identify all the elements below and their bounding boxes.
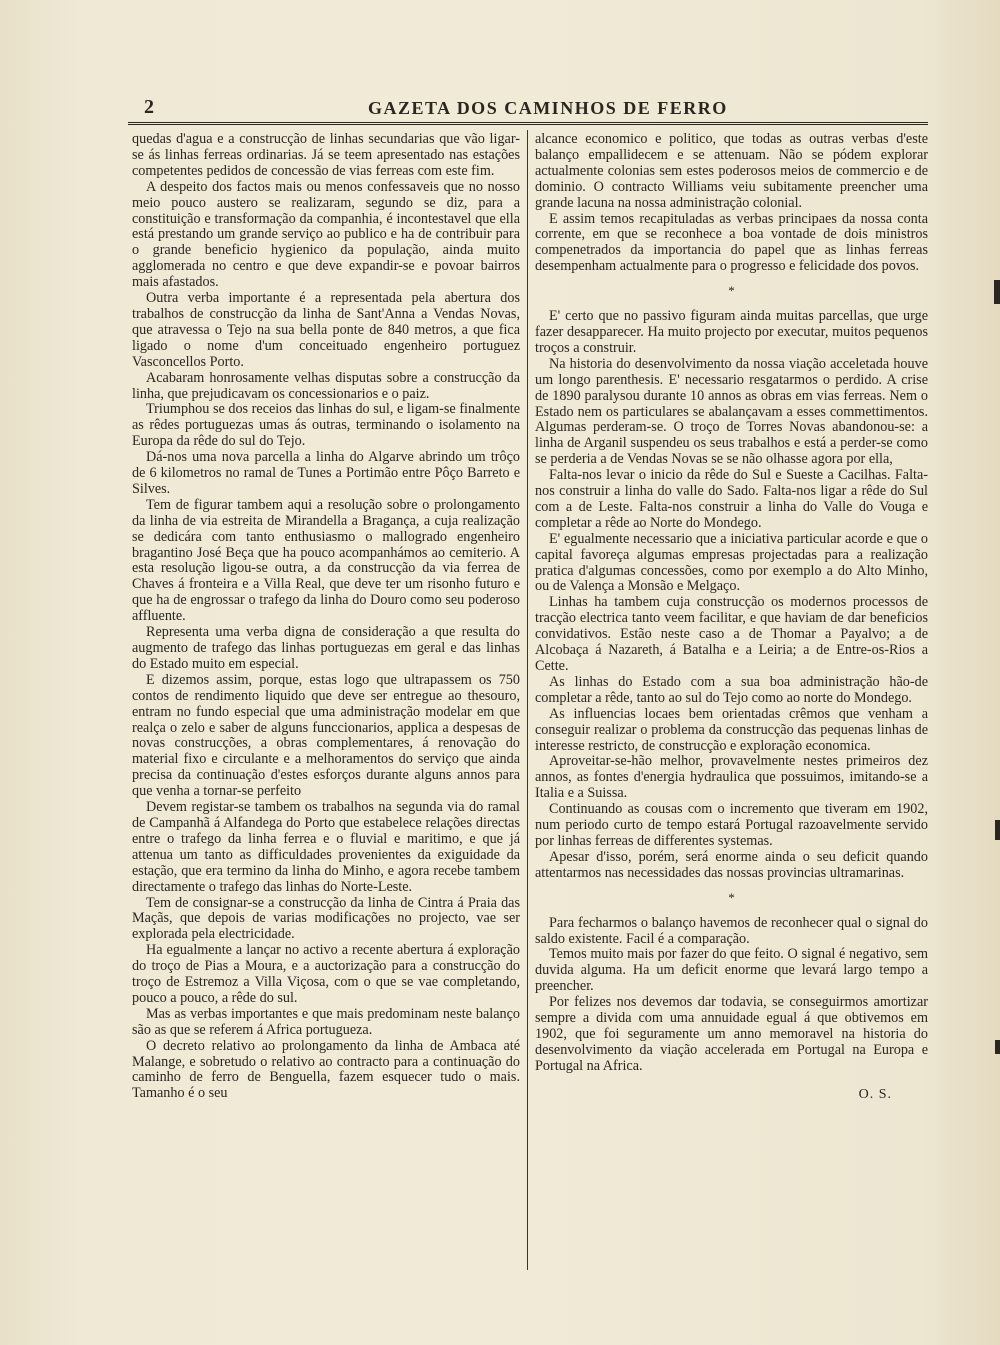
paragraph: alcance economico e politico, que todas as outras verbas d'este balanço empallidecem e se attenuam. Não se pódem explorar actualmente colonias sem estes poderosos meios de commercio e de dominio. O contracto Williams veiu subitamente preencher uma grande lacuna na nossa administração colonial. [535,131,928,211]
paragraph: Para fecharmos o balanço havemos de reconhecer qual o signal do saldo existente. Facil é a comparação. [535,914,928,947]
paragraph: Mas as verbas importantes e que mais predominam neste balanço são as que se referem á Africa portugueza. [132,1005,520,1038]
author-signature: O. S. [858,1086,892,1102]
left-column [132,132,520,1102]
paragraph: Linhas ha tambem cuja construcção os modernos processos de tracção electrica tanto veem facilitar, e que haviam de dar beneficios convidativos. Estão neste caso a de Thomar a Payalvo; a de Alcobaça á Nazareth, á Batalha e a Leiria; a de Entre-os-Rios a Cette. [535,594,928,674]
paragraph: Ha egualmente a lançar no activo a recente abertura á exploração do troço de Pias a Moura, e a auctorização para a construcção do troço de Estremoz a Villa Viçosa, com o que se vae completando, pouco a pouco, a rêde do sul. [132,942,520,1006]
page-number: 2 [144,96,155,118]
paragraph: Falta-nos levar o inicio da rêde do Sul e Sueste a Cacilhas. Falta-nos construir a linha do valle do Sado. Falta-nos ligar a rêde do Sul com a de Leste. Falta-nos construir a linha do Valle do Vouga e completar a rêde ao Norte do Mondego. [535,467,928,531]
paragraph: Acabaram honrosamente velhas disputas sobre a construcção da linha, que prejudicavam os concessionarios e o paiz. [132,369,520,402]
header-rule [128,122,928,125]
paragraph: Por felizes nos devemos dar todavia, se conseguirmos amortizar sempre a divida com uma annuidade egual á que obtivemos em 1902, que foi seguramente um anno memoravel na historia do desenvolvimento da viação accelerada em Portugal na Europa e Portugal na Africa. [535,994,928,1074]
paragraph: Tem de consignar-se a construcção da linha de Cintra á Praia das Maçãs, que depois de varias modificações no projecto, vae ser explorada pela electricidade. [132,894,520,943]
paragraph: quedas d'agua e a construcção de linhas secundarias que vão ligar-se ás linhas ferreas ordinarias. Já se teem apresentado nas estações competentes pedidos de concessão de vias ferreas com este fim. [132,131,520,179]
paragraph: E assim temos recapituladas as verbas principaes da nossa conta corrente, em que se reconhece a boa vontade de dois ministros compenetrados da importancia do papel que as linhas ferreas desempenham actualmente para o progresso e felicidade dos povos. [535,210,928,275]
page-header [128,96,930,118]
running-title: GAZETA DOS CAMINHOS DE FERRO [368,98,728,118]
paragraph: Triumphou se dos receios das linhas do sul, e ligam-se finalmente as rêdes portuguezas umas ás outras, terminando o isolamento na Europa da rêde do sul do Tejo. [132,401,520,450]
paragraph: Outra verba importante é a representada pela abertura dos trabalhos de construcção da linha de Sant'Anna a Vendas Novas, que atravessa o Tejo na sua bella ponte de 840 metros, a que fica ligado o nome d'um conceituado engenheiro portuguez Vasconcellos Porto. [132,290,520,370]
paragraph: A despeito dos factos mais ou menos confessaveis que no nosso meio pouco austero se realizaram, segundo se diz, para a constituição e transformação da companhia, é incontestavel que ella está prestando um grande serviço ao publico e ha de contribuir para o grande beneficio hygienico da população, ainda muito agglomerada no centro e que deve expandir-se e povoar bairros mais afastados. [132,178,520,291]
column-divider [527,130,528,1270]
print-mark [995,1040,1000,1054]
print-mark [994,280,1000,304]
paragraph: As linhas do Estado com a sua boa administração hão-de completar a rêde, tanto ao sul do Tejo como ao norte do Mondego. [535,673,928,706]
paragraph: E' egualmente necessario que a iniciativa particular acorde e que o capital favoreça algumas empresas projectadas para a realização pratica d'algumas concessões, como por exemplo a do Alto Minho, ou de Valença a Monsão e Melgaço. [535,530,928,595]
paragraph: Temos muito mais por fazer do que feito. O signal é negativo, sem duvida alguma. Ha um deficit enorme que levará largo tempo a preencher. [535,946,928,995]
paragraph: Tem de figurar tambem aqui a resolução sobre o prolongamento da linha de via estreita de Mirandella a Bragança, a cuja realização se dedicára com tanto enthusiasmo o mallogrado engenheiro bragantino José Beça que ha pouco acompanhámos ao cemiterio. A esta resolução ligou-se outra, a da construcção da via ferrea de Chaves á fronteira e a Villa Real, que deve ter um risonho futuro e que ha de engrossar o trafego da linha do Douro como seu poderoso affluente. [132,496,520,625]
section-separator: * [728,283,735,299]
paragraph: Na historia do desenvolvimento da nossa viação acceletada houve um longo parenthesis. E' necessario resgatarmos o perdido. A crise de 1890 paralysou durante 10 annos as obras em vias ferreas. Nem o Estado nem os particulares se abalançavam a esses commettimentos. Algumas perderam-se. O troço de Torres Novas abandonou-se: a linha de Arganil suspendeu os seus trabalhos e está a perder-se como se perderia a de Vendas Novas se se não olhasse agora por ella, [535,355,928,468]
paragraph: Apesar d'isso, porém, será enorme ainda o seu deficit quando attentarmos nas necessidades das nossas provincias ultramarinas. [535,848,928,881]
paragraph: Dá-nos uma nova parcella a linha do Algarve abrindo um trôço de 6 kilometros no ramal de Tunes a Portimão entre Pôço Barreto e Silves. [132,449,520,497]
paragraph: Representa uma verba digna de consideração a que resulta do augmento de trafego das linhas portuguezas em geral e das linhas do Estado muito em especial. [132,624,520,672]
right-column [535,132,928,1103]
paragraph: Continuando as cousas com o incremento que tiveram em 1902, num periodo curto de tempo estará Portugal razoavelmente servido por linhas ferreas de differentes systemas. [535,801,928,849]
paragraph: Devem registar-se tambem os trabalhos na segunda via do ramal de Campanhã á Alfandega do Porto que estabelece relações directas entre o trafego da linha ferrea e o fluvial e maritimo, e que já attenua um tanto as difficuldades provenientes da exiguidade da estação, que era termino da linha do Minho, e agora recebe tambem directamente o trafego das linhas do Norte-Leste. [132,799,520,895]
paragraph: As influencias locaes bem orientadas crêmos que venham a conseguir realizar o problema da construcção das pequenas linhas de interesse restricto, de construcção e exploração economica. [535,705,928,754]
paragraph: Aproveitar-se-hão melhor, provavelmente nestes primeiros dez annos, as fontes d'energia hydraulica que possuimos, imitando-se a Italia e a Suissa. [535,753,928,802]
paragraph: E dizemos assim, porque, estas logo que ultrapassem os 750 contos de rendimento liquido que deve ser entregue ao thesouro, entram no fundo especial que uma administração modelar em que realça o zelo e saber de alguns funccionarios, applica a despesas de novas construcções, a obras complementares, á renovação do material fixo e circulante e a melhoramentos do serviço que ainda precisa da continuação d'estes esforços durante alguns annos para que venha a tornar-se perfeito [132,671,520,800]
paragraph: O decreto relativo ao prolongamento da linha de Ambaca até Malange, e sobretudo o relativo ao contracto para a continuação do caminho de ferro de Benguella, fazem esquecer tudo o mais. Tamanho é o seu [132,1037,520,1102]
section-separator: * [728,889,735,905]
paragraph: E' certo que no passivo figuram ainda muitas parcellas, que urge fazer desapparecer. Ha muito projecto por executar, muitos pequenos troços a construir. [535,308,928,356]
print-mark [995,820,1000,840]
